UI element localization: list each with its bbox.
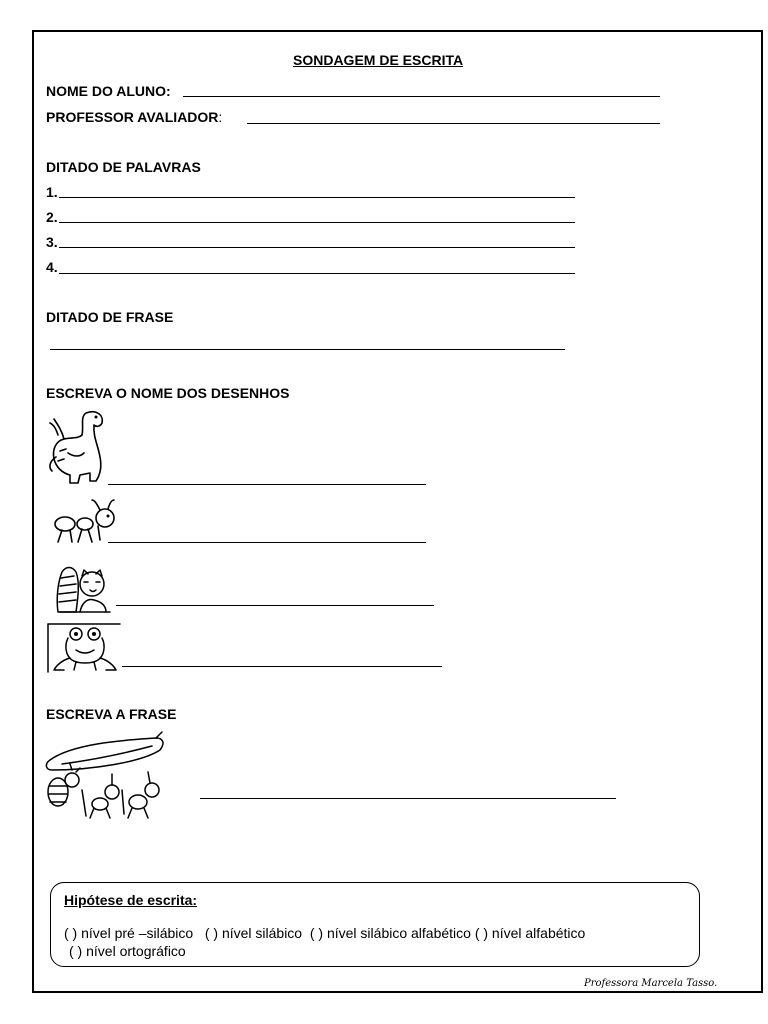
word-line-1[interactable]: [59, 197, 575, 198]
word-line-2[interactable]: [59, 222, 575, 223]
dinosaur-name-line[interactable]: [108, 484, 426, 485]
phrase-line[interactable]: [200, 798, 616, 799]
word-number-4: 4.: [46, 259, 58, 275]
sentence-line[interactable]: [50, 349, 565, 350]
frog-icon: [46, 622, 122, 674]
word-line-4[interactable]: [59, 273, 575, 274]
teacher-name-field[interactable]: [247, 123, 660, 124]
hypothesis-options-line-2[interactable]: ( ) nível ortográfico: [69, 943, 186, 959]
writing-hypothesis-box: [50, 882, 700, 967]
word-number-2: 2.: [46, 209, 58, 225]
ant-name-line[interactable]: [108, 542, 426, 543]
phrase-heading: ESCREVA A FRASE: [46, 706, 177, 722]
ants-carrying-banana-icon: [42, 730, 170, 822]
word-number-3: 3.: [46, 234, 58, 250]
hypothesis-title: Hipótese de escrita:: [64, 892, 198, 908]
frog-name-line[interactable]: [122, 666, 442, 667]
author-signature: Professora Marcela Tasso.: [584, 978, 718, 989]
ant-icon: [50, 496, 120, 548]
sentence-heading: DITADO DE FRASE: [46, 309, 174, 325]
tiger-icon: [54, 562, 114, 614]
drawings-heading: ESCREVA O NOME DOS DESENHOS: [46, 385, 290, 401]
tiger-name-line[interactable]: [116, 605, 434, 606]
dinosaur-icon: [44, 405, 108, 487]
page-title: SONDAGEM DE ESCRITA: [293, 52, 464, 68]
word-line-3[interactable]: [59, 247, 575, 248]
student-name-label: NOME DO ALUNO:: [46, 83, 171, 99]
word-number-1: 1.: [46, 184, 58, 200]
hypothesis-options-line-1[interactable]: ( ) nível pré –silábico ( ) nível silábico ( ) nível silábico alfabético ( ) nível alfabético: [64, 925, 586, 941]
teacher-label: PROFESSOR AVALIADOR:: [46, 109, 223, 125]
student-name-field[interactable]: [183, 96, 660, 97]
words-heading: DITADO DE PALAVRAS: [46, 159, 201, 175]
